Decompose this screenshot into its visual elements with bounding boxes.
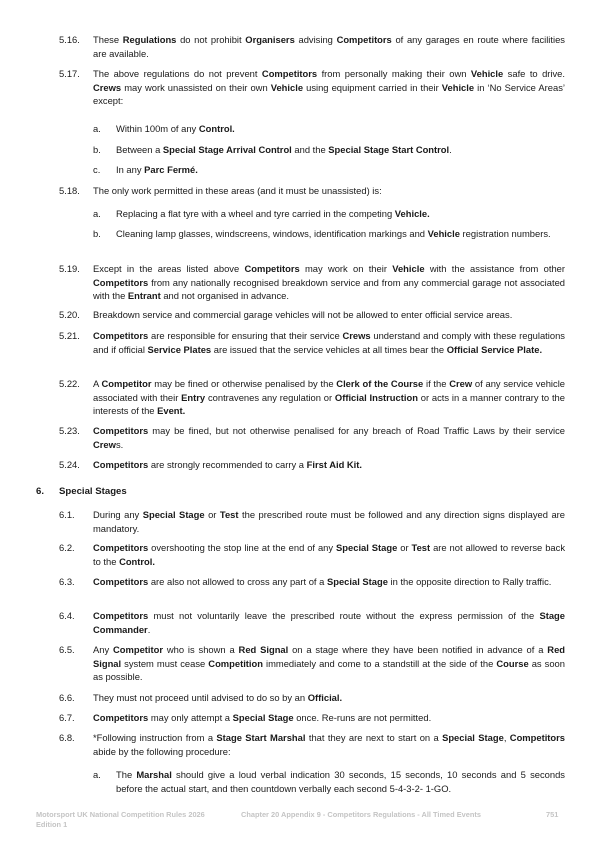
- rule-number: 5.24.: [59, 459, 80, 470]
- rule-number: 5.23.: [59, 425, 80, 436]
- rule-5-22: [59, 377, 565, 418]
- item-label: b.: [93, 144, 101, 155]
- text-run: Breakdown service and commercial garage vehicles will not be allowed to enter official service areas.: [93, 309, 513, 320]
- rule-text: [93, 308, 565, 322]
- defined-term: Red Signal: [238, 644, 289, 655]
- text-run: immediately and come to a standstill at the side of the: [262, 657, 497, 669]
- text-run: the prescribed route must be followed and any direction signs displayed are mandatory.: [93, 509, 565, 534]
- item-text: [116, 207, 565, 221]
- defined-term: Special Stage: [326, 576, 388, 587]
- text-run: must not voluntarily leave the prescribed route without the express permission of the: [148, 610, 540, 621]
- text-run: may work on their: [299, 263, 393, 274]
- item-text: [116, 122, 565, 136]
- rule-number: 6.1.: [59, 509, 75, 520]
- text-run: ,: [503, 732, 510, 743]
- defined-term: Vehicle: [270, 81, 304, 93]
- text-run: as soon as possible.: [93, 657, 565, 683]
- defined-term: Vehicle: [470, 68, 504, 79]
- defined-term: Special Stage: [442, 732, 504, 743]
- text-run: .: [449, 144, 452, 155]
- section-title: Special Stages: [59, 486, 127, 497]
- text-run: contravenes any regulation or: [205, 391, 335, 403]
- text-run: advising: [294, 34, 337, 45]
- text-run: are not allowed to reverse back to the: [93, 542, 566, 567]
- text-run: may be fined or otherwise penalised by the: [151, 378, 337, 389]
- rule-5-16: [59, 33, 565, 60]
- text-run: s.: [115, 438, 124, 450]
- rule-text: [93, 377, 565, 418]
- text-run: registration numbers.: [459, 228, 551, 239]
- text-run: *Following instruction from a: [93, 732, 217, 743]
- text-run: These: [93, 34, 123, 45]
- defined-term: Crew: [93, 438, 116, 450]
- text-run: The: [116, 769, 137, 780]
- text-run: overshooting the stop line at the end of any: [148, 542, 337, 553]
- rule-text: [93, 711, 565, 725]
- rule-6-2: [59, 541, 565, 568]
- text-run: abide by the following procedure:: [93, 745, 231, 757]
- defined-term: Vehicle: [441, 81, 475, 93]
- defined-term: Special Stage: [336, 542, 398, 553]
- rule-number: 5.22.: [59, 378, 80, 389]
- text-run: They must not proceed until advised to do so by an: [93, 692, 308, 703]
- defined-term: Special Stage: [142, 509, 205, 520]
- rule-5-18: [59, 184, 565, 198]
- defined-term: Official Service Plate.: [446, 343, 543, 355]
- defined-term: Competitors: [93, 330, 149, 341]
- text-run: and not organised in advance.: [160, 290, 289, 302]
- footer-left: [36, 810, 205, 829]
- defined-term: Vehicle: [427, 228, 460, 239]
- text-run: in ‘No Service Areas’ except:: [93, 81, 565, 107]
- rule-text: [93, 508, 565, 535]
- defined-term: Marshal: [136, 769, 172, 780]
- footer-title: Motorsport UK National Competition Rules 2026: [36, 810, 205, 819]
- defined-term: Entrant: [127, 290, 161, 302]
- text-run: During any: [93, 509, 143, 520]
- rule-5-17-item-c: [93, 163, 565, 177]
- rule-text: [93, 731, 565, 758]
- item-text: [116, 227, 565, 241]
- text-run: who is shown a: [163, 644, 239, 655]
- defined-term: Official Instruction: [334, 391, 418, 403]
- text-run: on a stage where they have been notified in advance of a: [288, 644, 548, 655]
- defined-term: Control.: [198, 123, 235, 134]
- text-run: .: [147, 623, 151, 635]
- rule-text: [93, 67, 565, 108]
- defined-term: Parc Fermé.: [144, 164, 198, 175]
- defined-term: Service Plates: [147, 343, 212, 355]
- text-run: understand and comply with these regulations and if official: [93, 330, 565, 355]
- defined-term: Competitors: [93, 610, 149, 621]
- defined-term: Event.: [157, 405, 186, 417]
- defined-term: Special Stage Arrival Control: [162, 144, 292, 155]
- rule-5-17-item-b: [93, 143, 565, 157]
- defined-term: Organisers: [245, 34, 295, 45]
- defined-term: Competitors: [244, 263, 300, 274]
- rule-6-3: [59, 575, 565, 589]
- rule-text: [93, 643, 565, 684]
- defined-term: First Aid Kit.: [306, 459, 363, 470]
- rule-number: 5.19.: [59, 263, 80, 274]
- item-label: a.: [93, 769, 101, 780]
- defined-term: Competition: [208, 657, 263, 669]
- rule-number: 6.5.: [59, 644, 75, 655]
- defined-term: Course: [496, 657, 529, 669]
- text-run: Any: [93, 644, 114, 655]
- text-run: The only work permitted in these areas (and it must be unassisted) is:: [93, 185, 382, 196]
- defined-term: Competitors: [93, 576, 149, 587]
- text-run: system must cease: [121, 657, 209, 669]
- rule-number: 6.2.: [59, 542, 75, 553]
- defined-term: Vehicle.: [394, 208, 430, 219]
- text-run: A: [93, 378, 102, 389]
- defined-term: Clerk of the Course: [336, 378, 424, 389]
- defined-term: Test: [219, 509, 239, 520]
- rule-number: 5.21.: [59, 330, 80, 341]
- text-run: Replacing a flat tyre with a wheel and tyre carried in the competing: [116, 208, 395, 219]
- defined-term: Competitors: [93, 425, 149, 436]
- rule-6-8-item-a: [93, 768, 565, 795]
- section-number: 6.: [36, 486, 45, 497]
- rule-5-23: [59, 424, 565, 451]
- defined-term: Special Stage Start Control: [328, 144, 450, 155]
- defined-term: Competitors: [93, 542, 149, 553]
- defined-term: Competitors: [336, 34, 392, 45]
- rule-text: [93, 329, 565, 356]
- text-run: that they are next to start on a: [305, 732, 443, 743]
- text-run: do not prohibit: [176, 34, 246, 45]
- rule-6-4: [59, 609, 565, 636]
- rule-number: 6.3.: [59, 576, 75, 587]
- rule-text: [93, 262, 565, 303]
- rule-text: [93, 458, 565, 472]
- rule-6-1: [59, 508, 565, 535]
- text-run: or: [397, 542, 412, 553]
- text-run: Between a: [116, 144, 163, 155]
- rule-text: [93, 184, 565, 198]
- page-number: 751: [546, 810, 559, 819]
- defined-term: Special Stage: [232, 712, 294, 723]
- text-run: of any service vehicle associated with their: [93, 378, 565, 403]
- rule-6-5: [59, 643, 565, 684]
- defined-term: Competitors: [509, 732, 566, 743]
- rule-number: 5.18.: [59, 185, 80, 196]
- rule-number: 6.4.: [59, 610, 75, 621]
- item-text: [116, 768, 565, 795]
- text-run: if the: [423, 378, 450, 389]
- text-run: are issued that the service vehicles at all times bear the: [211, 343, 447, 355]
- defined-term: Crews: [342, 330, 371, 341]
- defined-term: Crew: [449, 378, 473, 389]
- defined-term: Competitors: [93, 459, 149, 470]
- defined-term: Test: [411, 542, 431, 553]
- rule-number: 6.7.: [59, 712, 75, 723]
- defined-term: Competitors: [93, 276, 149, 288]
- rule-5-17-item-a: [93, 122, 565, 136]
- defined-term: Competitor: [113, 644, 164, 655]
- rule-5-20: [59, 308, 565, 322]
- defined-term: Competitors: [261, 68, 318, 79]
- defined-term: Control.: [119, 555, 155, 567]
- defined-term: Regulations: [122, 34, 177, 45]
- rule-5-18-item-a: [93, 207, 565, 221]
- rule-text: [93, 575, 565, 589]
- text-run: In any: [116, 164, 145, 175]
- text-run: are responsible for ensuring that their service: [148, 330, 343, 341]
- text-run: Except in the areas listed above: [93, 263, 245, 274]
- text-run: or acts in a manner contrary to the interests of the: [93, 391, 565, 417]
- rule-5-18-item-b: [93, 227, 565, 241]
- text-run: in the opposite direction to Rally traffic.: [387, 576, 552, 587]
- defined-term: Stage Commander: [93, 610, 565, 635]
- item-label: a.: [93, 123, 101, 134]
- text-run: with the assistance from other: [424, 263, 566, 274]
- text-run: Cleaning lamp glasses, windscreens, windows, identification markings and: [116, 228, 428, 239]
- footer-chapter: Chapter 20 Appendix 9 - Competitors Regulations - All Timed Events: [241, 810, 481, 819]
- rule-5-17: [59, 67, 565, 108]
- text-run: are strongly recommended to carry a: [148, 459, 307, 470]
- rule-text: [93, 424, 565, 451]
- rule-6-8: [59, 731, 565, 758]
- text-run: are also not allowed to cross any part of a: [148, 576, 327, 587]
- text-run: safe to drive.: [503, 68, 566, 79]
- item-label: b.: [93, 228, 101, 239]
- defined-term: Red Signal: [93, 644, 566, 669]
- rule-number: 5.16.: [59, 34, 80, 45]
- rule-5-19: [59, 262, 565, 303]
- text-run: may only attempt a: [148, 712, 233, 723]
- item-label: c.: [93, 164, 101, 175]
- text-run: using equipment carried in their: [303, 81, 442, 93]
- defined-term: Competitor: [101, 378, 152, 389]
- defined-term: Stage Start Marshal: [216, 732, 306, 743]
- rule-text: [93, 609, 565, 636]
- rule-text: [93, 691, 565, 705]
- rule-number: 5.20.: [59, 309, 80, 320]
- rule-number: 6.8.: [59, 732, 75, 743]
- text-run: once. Re-runs are not permitted.: [293, 712, 432, 723]
- text-run: may be fined, but not otherwise penalised for any breach of Road Traffic Laws by their service: [148, 425, 565, 436]
- item-text: [116, 143, 565, 157]
- rule-number: 6.6.: [59, 692, 75, 703]
- text-run: Within 100m of any: [116, 123, 199, 134]
- text-run: should give a loud verbal indication 30 seconds, 15 seconds, 10 seconds and 5 seconds before the actual start, and then countdown verbally each second 5-4-3-2- 1-GO.: [116, 769, 565, 794]
- rule-5-24: [59, 458, 565, 472]
- rule-5-21: [59, 329, 565, 356]
- item-label: a.: [93, 208, 101, 219]
- text-run: of any garages en route where facilities are available.: [93, 34, 565, 59]
- rule-text: [93, 541, 565, 568]
- text-run: or: [204, 509, 220, 520]
- rule-number: 5.17.: [59, 68, 80, 79]
- footer-edition: Edition 1: [36, 819, 68, 829]
- defined-term: Vehicle: [392, 263, 425, 274]
- defined-term: Official.: [307, 692, 343, 703]
- item-text: [116, 163, 565, 177]
- defined-term: Entry: [181, 391, 206, 403]
- rule-6-7: [59, 711, 565, 725]
- text-run: from personally making their own: [317, 68, 471, 79]
- rule-text: [93, 33, 565, 60]
- text-run: from any nationally recognised breakdown service and from any commercial garage not associated with the: [93, 276, 565, 302]
- text-run: and the: [291, 144, 329, 155]
- text-run: may work unassisted on their own: [121, 81, 271, 93]
- defined-term: Crews: [93, 81, 122, 93]
- text-run: The above regulations do not prevent: [93, 68, 262, 79]
- rule-6-6: [59, 691, 565, 705]
- defined-term: Competitors: [93, 712, 149, 723]
